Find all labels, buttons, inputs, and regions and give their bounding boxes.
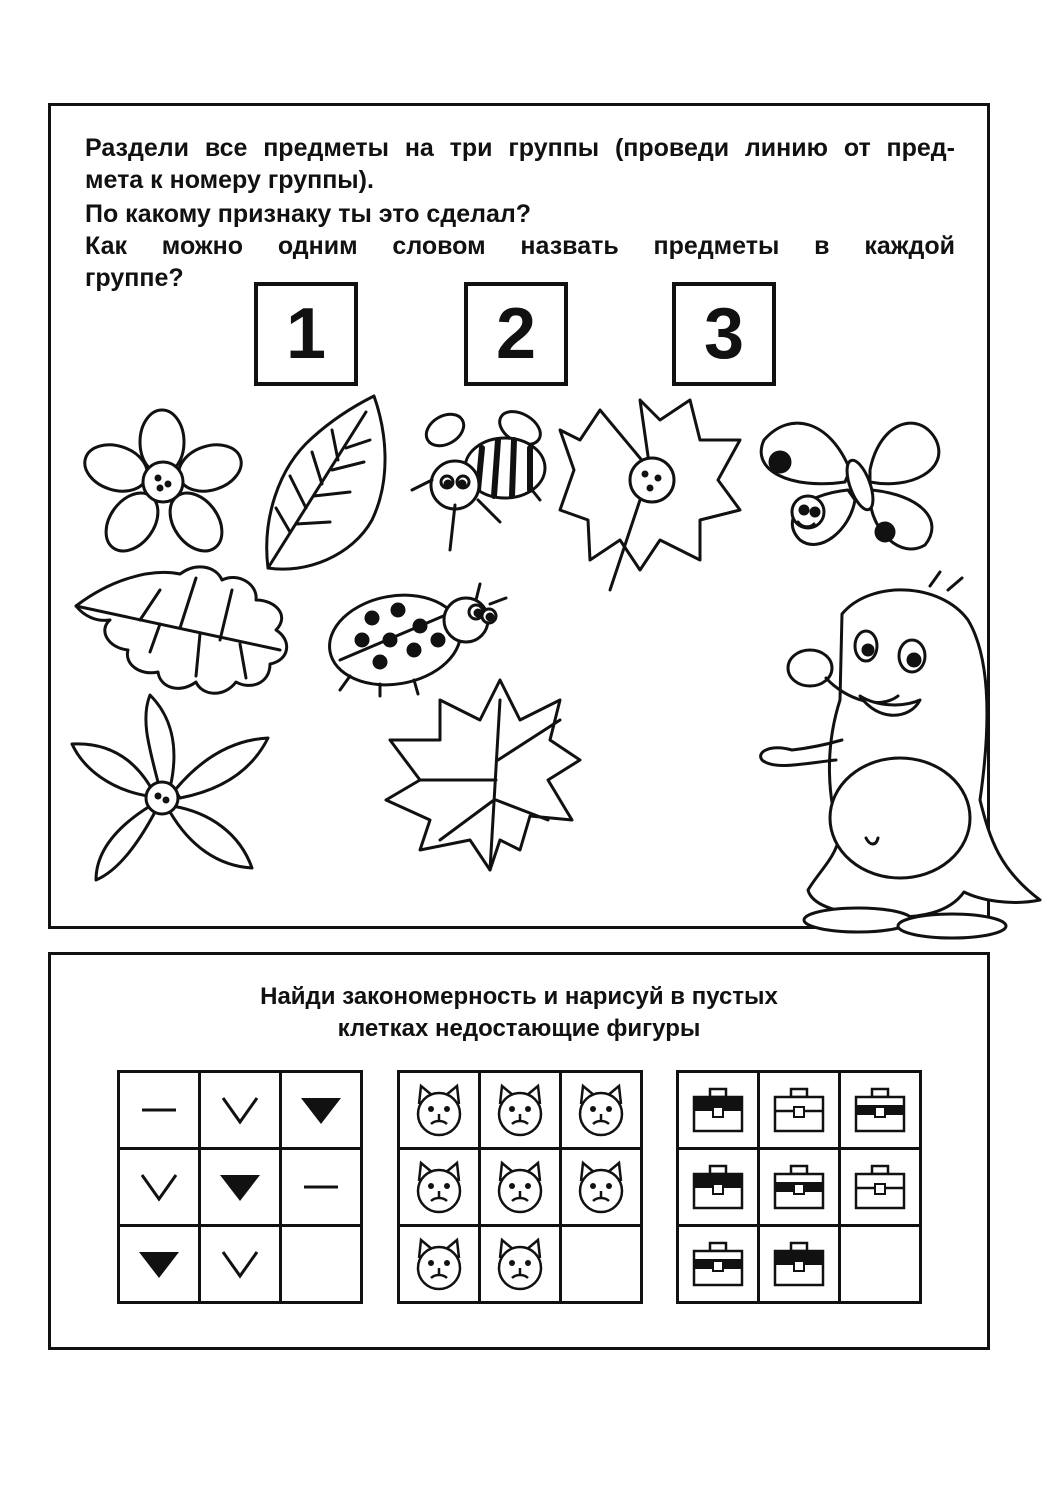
briefcase-dark-flap-icon — [769, 1239, 829, 1289]
grid-cell — [200, 1072, 281, 1149]
cat-face-icon — [490, 1159, 550, 1215]
group-box-3[interactable]: 3 — [672, 282, 776, 386]
grid-cell — [480, 1149, 561, 1226]
grid-cell — [759, 1072, 840, 1149]
grid-cell — [678, 1226, 759, 1303]
pattern-grid-arrows — [117, 1070, 363, 1304]
grid-cell — [759, 1149, 840, 1226]
grid-cell — [678, 1072, 759, 1149]
instruction-line-2: мета к номеру группы). — [85, 166, 374, 194]
cat-face-icon — [490, 1236, 550, 1292]
empty-answer-cell[interactable] — [561, 1226, 642, 1303]
empty-answer-cell[interactable] — [281, 1226, 362, 1303]
instruction-line-1: Раздели все предметы на три группы (проведи линию от пред- — [85, 134, 955, 162]
grid-cell — [200, 1226, 281, 1303]
grid-cell — [678, 1149, 759, 1226]
grid-cell — [840, 1072, 921, 1149]
grid-cell — [399, 1226, 480, 1303]
grid-cell — [119, 1149, 200, 1226]
group-box-1[interactable]: 1 — [254, 282, 358, 386]
grid-cell — [399, 1072, 480, 1149]
pattern-grid-cats — [397, 1070, 643, 1304]
chevron-icon — [134, 1167, 184, 1207]
pattern-title-line-2: клетках недостающие фигуры — [337, 1015, 701, 1042]
grid-cell — [119, 1072, 200, 1149]
question-one-word-line-2: группе? — [85, 264, 184, 292]
briefcase-dark-flap-icon — [688, 1162, 748, 1212]
grid-cell — [561, 1072, 642, 1149]
grid-cell — [200, 1149, 281, 1226]
briefcase-dark-band-icon — [850, 1085, 910, 1135]
grid-cell — [281, 1072, 362, 1149]
empty-answer-cell[interactable] — [840, 1226, 921, 1303]
grid-cell — [561, 1149, 642, 1226]
briefcase-dark-band-icon — [688, 1239, 748, 1289]
cat-face-icon — [409, 1236, 469, 1292]
grid-cell — [480, 1226, 561, 1303]
grid-cell — [281, 1149, 362, 1226]
briefcase-dark-band-icon — [769, 1162, 829, 1212]
question-criterion: По какому признаку ты это сделал? — [85, 200, 532, 228]
grid-cell — [399, 1149, 480, 1226]
group-box-2[interactable]: 2 — [464, 282, 568, 386]
grid-cell — [840, 1149, 921, 1226]
filled-triangle-icon — [134, 1244, 184, 1284]
pattern-grid-bags — [676, 1070, 922, 1304]
cat-face-icon — [409, 1082, 469, 1138]
briefcase-light-icon — [769, 1085, 829, 1135]
filled-triangle-icon — [215, 1167, 265, 1207]
grid-cell — [480, 1072, 561, 1149]
pattern-title-line-1: Найди закономерность и нарисуй в пустых — [260, 983, 778, 1010]
briefcase-dark-flap-icon — [688, 1085, 748, 1135]
cat-face-icon — [409, 1159, 469, 1215]
question-one-word-line-1: Как можно одним словом назвать предметы в каждой — [85, 232, 955, 260]
cat-face-icon — [490, 1082, 550, 1138]
filled-triangle-icon — [296, 1090, 346, 1130]
dash-icon — [134, 1090, 184, 1130]
grid-cell — [119, 1226, 200, 1303]
chevron-icon — [215, 1244, 265, 1284]
dash-icon — [296, 1167, 346, 1207]
cat-face-icon — [571, 1159, 631, 1215]
grid-cell — [759, 1226, 840, 1303]
task-panel-pattern — [48, 952, 990, 1350]
chevron-icon — [215, 1090, 265, 1130]
cat-face-icon — [571, 1082, 631, 1138]
briefcase-light-icon — [850, 1162, 910, 1212]
